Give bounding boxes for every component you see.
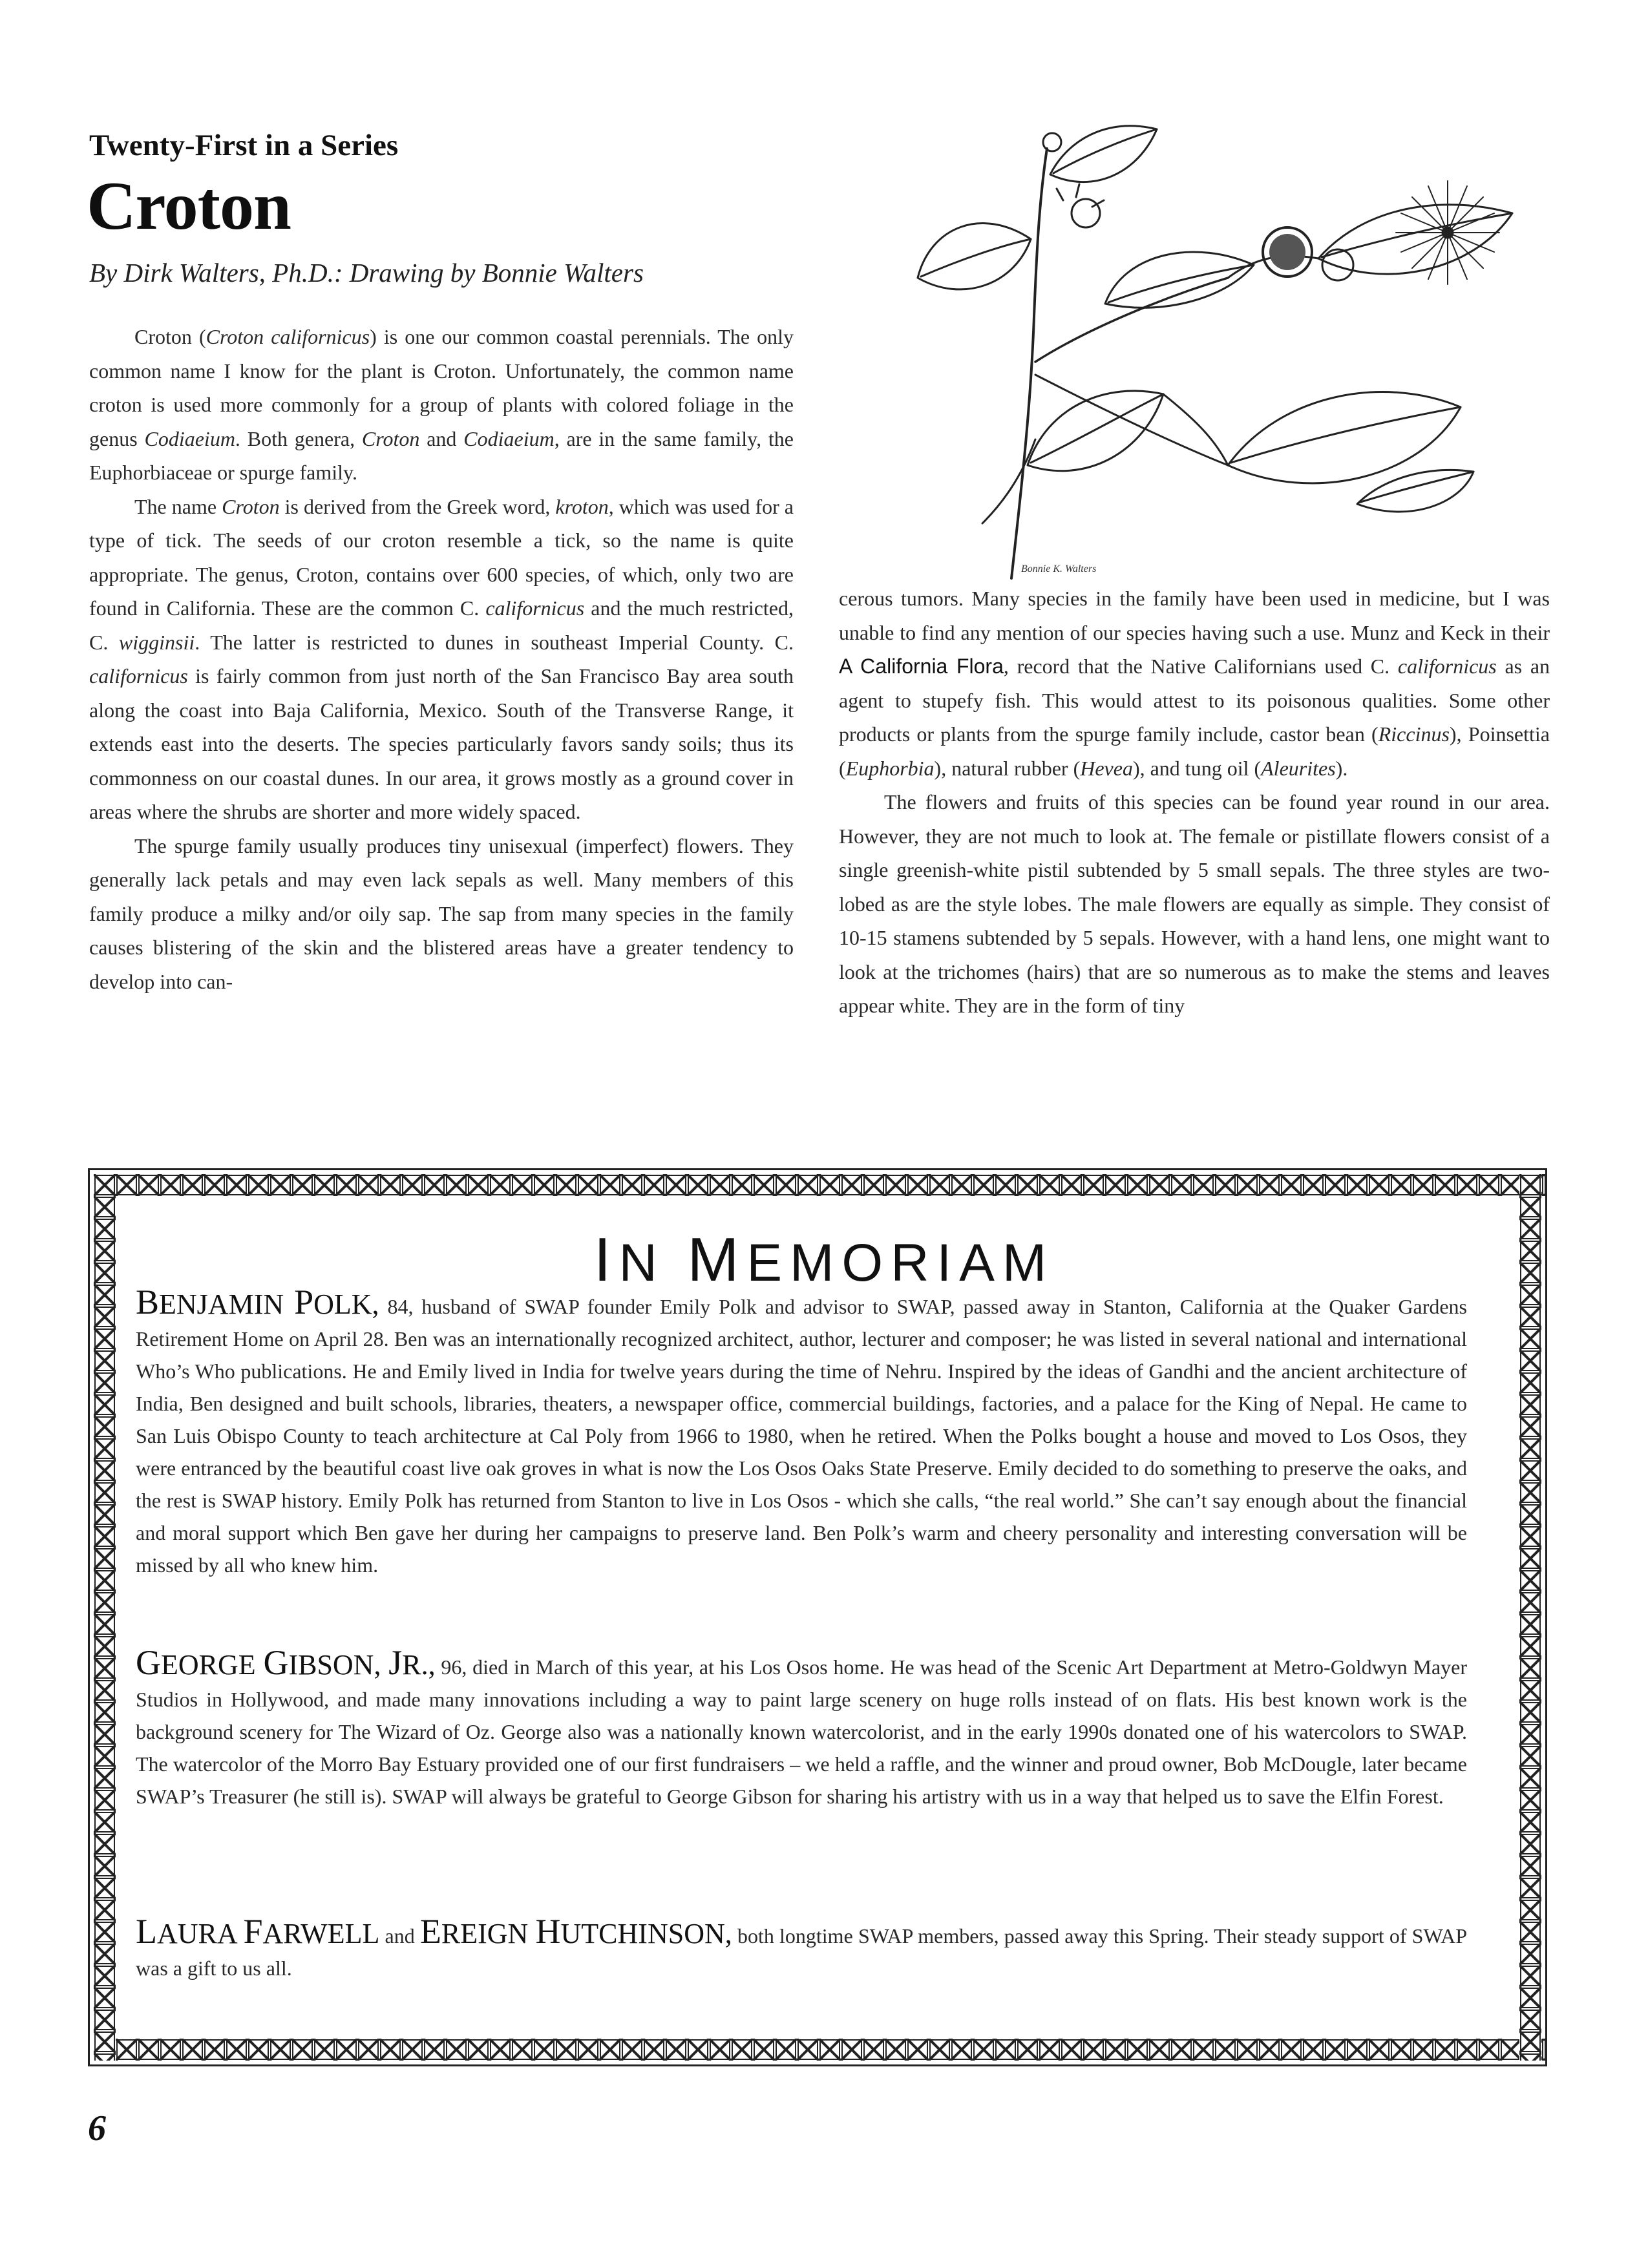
byline: By Dirk Walters, Ph.D.: Drawing by Bonnie Walters — [89, 258, 644, 288]
illustration-signature: Bonnie K. Walters — [1021, 563, 1097, 574]
memoriam-name: EREIGN HUTCHINSON, — [419, 1912, 732, 1951]
celtic-border-left — [94, 1174, 116, 2061]
paragraph: Croton (Croton californicus) is one our common coastal perennials. The only common name I know for the plant is Croton. Unfortunately, the common name croton is used more commonly for a group of plants with colored foliage in the genus Codiaeium. Both genera, Croton and Codiaeium, are in the same family, the Euphorbiaceae or spurge family. — [89, 325, 794, 484]
series-label: Twenty-First in a Series — [89, 129, 399, 162]
celtic-border-bottom — [94, 2039, 1545, 2061]
paragraph: The name Croton is derived from the Greek word, kroton, which was used for a type of tick. The seeds of our croton resemble a tick, so the name is quite appropriate. The genus, Croton, contains over 600 species, of which, only two are found in California. These are the common C. californicus and the much restricted, C. wigginsii. The latter is restricted to dunes in southeast Imperial County. C. californicus is fairly common from just north of the San Francisco Bay area south along the coast into Baja California, Mexico. South of the Transverse Range, it extends east into the deserts. The species particularly favors sandy soils; thus its commonness on our coastal dunes. In our area, it grows mostly as a ground cover in areas where the shrubs are shorter and more widely spaced. — [89, 494, 794, 823]
memoriam-entry: GEORGE GIBSON, JR., 96, died in March of this year, at his Los Osos home. He was head of the Scenic Art Department at Metro-Goldwyn Mayer Studios in Hollywood, and made many innovations including a way to paint large scenery on huge rolls instead of on flats. His best known work is the background scenery for The Wizard of Oz. George also was a nationally known watercolorist, and in the early 1990s donated one of his watercolors to SWAP. The watercolor of the Morro Bay Estuary provided one of our first fundraisers – we held a raffle, and the winner and proud owner, Bob McDougle, later became SWAP’s Treasurer (he still is). SWAP will always be grateful to George Gibson for sharing his artistry with us in a way that helped us to save the Elfin Forest. — [136, 1643, 1468, 1808]
celtic-border-right — [1519, 1174, 1541, 2061]
paragraph: cerous tumors. Many species in the family have been used in medicine, but I was unable to find any mention of our species having such a use. Munz and Keck in their A California Flora, record that the Native Californians used C. californicus as an agent to stupefy fish. This would attest to its poisonous qualities. Some other products or plants from the spurge family include, castor bean (Riccinus), Poinsettia (Euphorbia), natural rubber (Hevea), and tung oil (Aleurites). — [839, 587, 1550, 780]
memoriam-entry: BENJAMIN POLK, 84, husband of SWAP founder Emily Polk and advisor to SWAP, passed away in Stanton, California at the Quaker Gardens Retirement Home on April 28. Ben was an internationally recognized architect, author, lecturer and composer; he was listed in several national and international Who’s Who publications. He and Emily lived in India for twelve years during the time of Nehru. Inspired by the ideas of Gandhi and the ancient architecture of India, Ben designed and built schools, libraries, theaters, a newspaper office, commercial buildings, factories, and a palace for the King of Nepal. He came to San Luis Obispo County to teach architecture at Cal Poly from 1966 to 1980, when he retired. When the Polks bought a house and moved to Los Osos, they were entranced by the beautiful coast live oak groves in what is now the Los Osos Oaks State Preserve. Emily decided to do something to preserve the oaks, and the rest is SWAP history. Emily Polk has returned from Stanton to live in Los Osos - which she calls, “the real world.” She can’t say enough about the financial and moral support which Ben gave her during her campaigns to preserve land. Ben Polk’s warm and cheery personality and interesting conversation will be missed by all who knew him. — [136, 1283, 1468, 1577]
memoriam-name: BENJAMIN POLK, — [136, 1283, 379, 1321]
paragraph: The spurge family usually produces tiny unisexual (imperfect) flowers. They generally lack petals and may even lack sepals as well. Many members of this family produce a milky and/or oily sap. The sap from many species in the family causes blistering of the skin and the blistered areas have a greater tendency to develop into can- — [89, 834, 794, 993]
memoriam-name: LAURA FARWELL — [136, 1912, 380, 1951]
page-number: 6 — [88, 2108, 106, 2148]
memoriam-entry: LAURA FARWELL and EREIGN HUTCHINSON, both longtime SWAP members, passed away this Spring. Their steady support of SWAP was a gift to us all. — [136, 1912, 1468, 1980]
paragraph: The flowers and fruits of this species can be found year round in our area. However, they are not much to look at. The female or pistillate flowers consist of a single greenish-white pistil subtended by 5 small sepals. The three styles are two-lobed as are the style lobes. The male flowers are equally as simple. They consist of 10-15 stamens subtended by 5 sepals. However, with a hand lens, one might want to look at the trichomes (hairs) that are so numerous as to make the stems and leaves appear white. They are in the form of tiny — [839, 790, 1550, 1017]
croton-plant-illustration — [892, 103, 1590, 582]
celtic-border-top — [94, 1174, 1545, 1196]
article-left-column — [89, 320, 794, 998]
article-right-column — [839, 582, 1550, 1023]
article-title: Croton — [87, 168, 291, 244]
memoriam-name: GEORGE GIBSON, JR., — [136, 1643, 436, 1682]
memoriam-heading: IN MEMORIAM — [593, 1225, 1055, 1294]
